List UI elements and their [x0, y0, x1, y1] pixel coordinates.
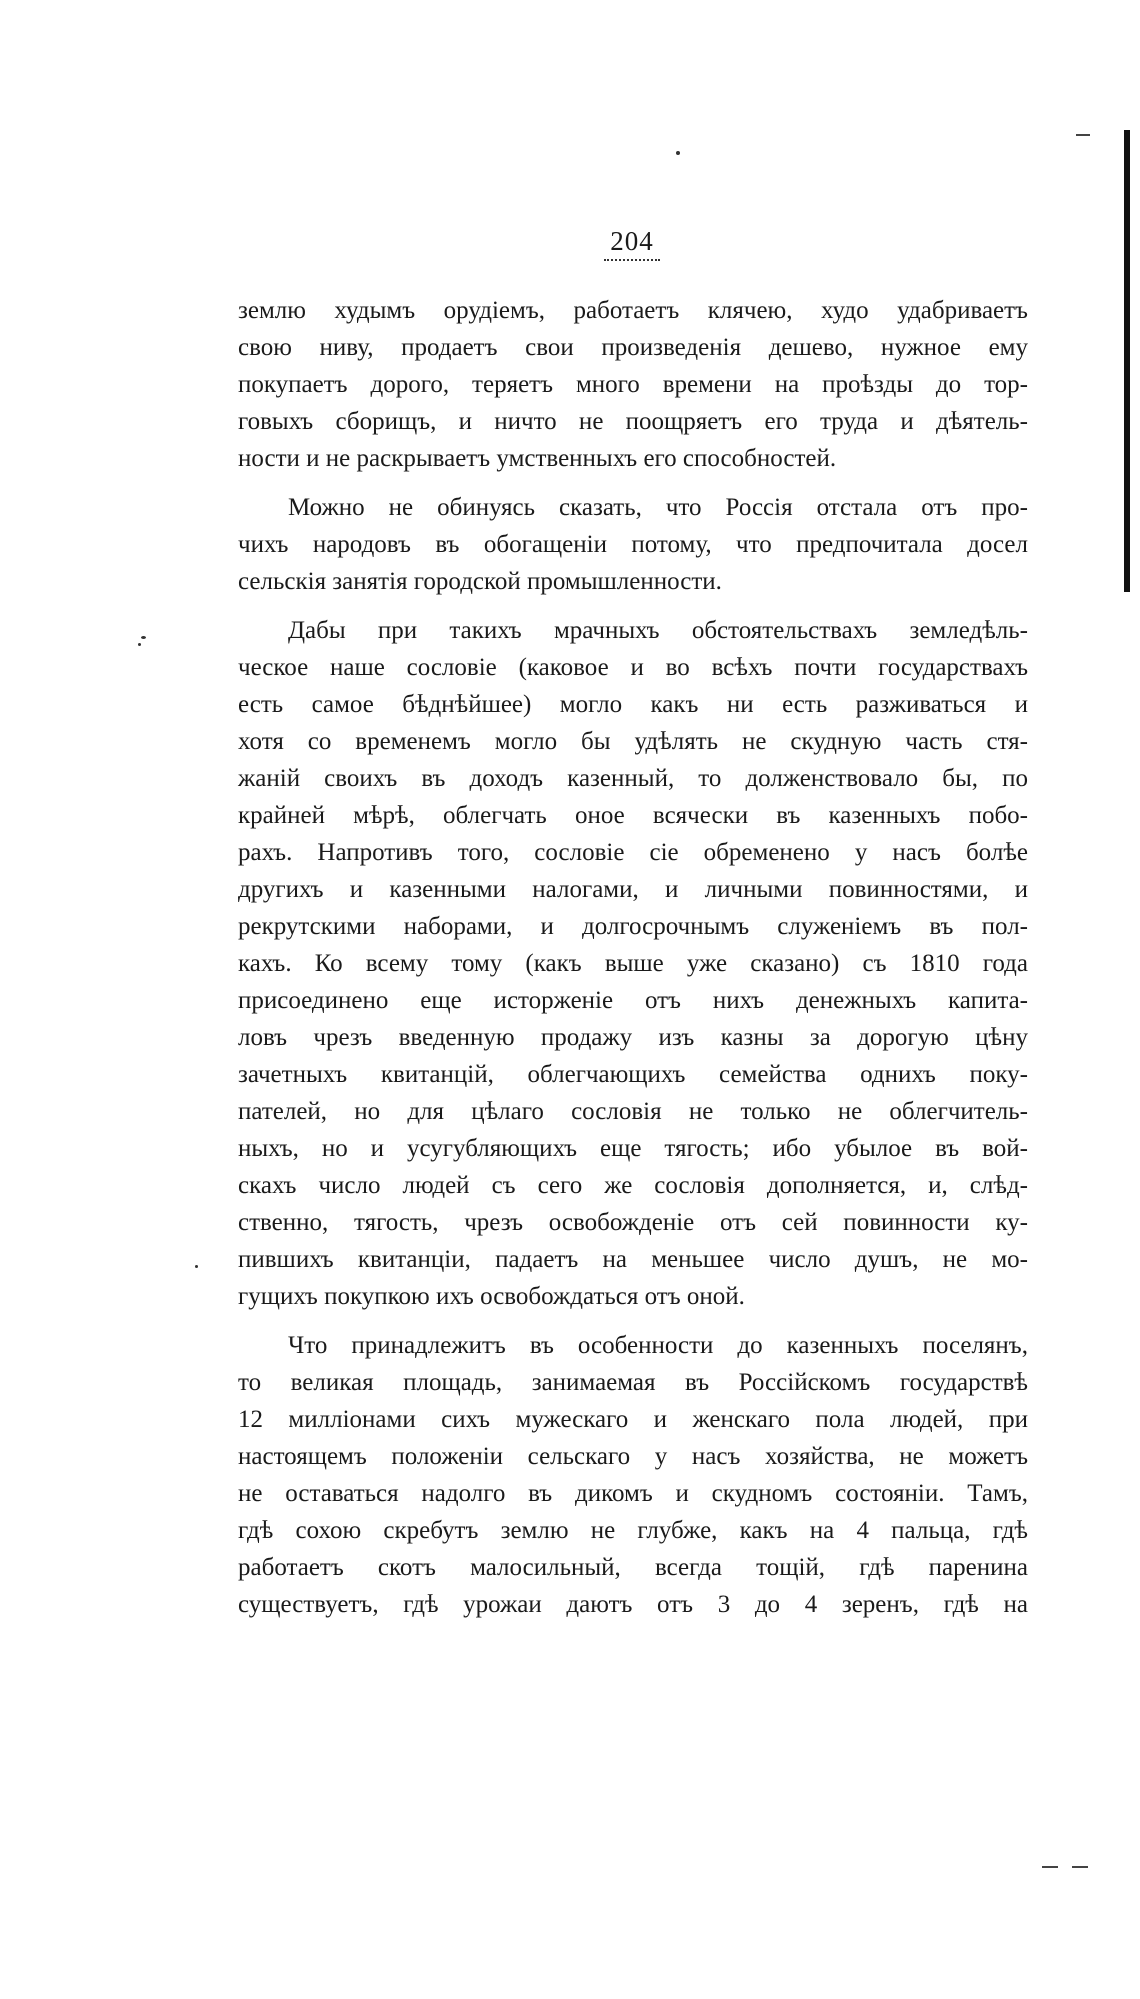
page-number	[0, 226, 1140, 261]
text-line: настоящемъ положеніи сельскаго у насъ хозяйства, не можетъ	[238, 1443, 1028, 1470]
body-text	[238, 292, 1028, 1623]
scan-mark	[1042, 1866, 1058, 1868]
text-line: есть самое бѣднѣйшее) могло какъ ни есть разживаться и	[238, 691, 1028, 718]
paragraph	[238, 292, 1028, 477]
text-line: не оставаться надолго въ дикомъ и скудномъ состояніи. Тамъ,	[238, 1480, 1028, 1507]
text-line: гущихъ покупкою ихъ освобождаться отъ оной.	[238, 1283, 745, 1310]
text-line: крайней мѣрѣ, облегчать оное всячески въ казенныхъ побо-	[238, 802, 1028, 829]
text-line: хотя со временемъ могло бы удѣлять не скудную часть стя-	[238, 728, 1028, 755]
text-line: гдѣ сохою скребутъ землю не глубже, какъ на 4 пальца, гдѣ	[238, 1517, 1028, 1544]
text-line: Что принадлежитъ въ особенности до казенныхъ поселянъ,	[288, 1332, 1028, 1359]
text-line: существуетъ, гдѣ урожаи даютъ отъ 3 до 4 зеренъ, гдѣ на	[238, 1591, 1028, 1618]
text-line: зачетныхъ квитанцій, облегчающихъ семейства однихъ поку-	[238, 1061, 1028, 1088]
scan-mark	[1072, 1866, 1088, 1868]
text-line: рекрутскими наборами, и долгосрочнымъ служеніемъ въ пол-	[238, 913, 1028, 940]
paragraph	[238, 612, 1028, 1315]
text-line: покупаетъ дорого, теряетъ много времени на проѣзды до тор-	[238, 371, 1028, 398]
text-line: землю худымъ орудіемъ, работаетъ клячею, худо удабриваетъ	[238, 297, 1028, 324]
scan-edge-shadow	[1124, 130, 1130, 592]
text-line: ческое наше сословіе (каковое и во всѣхъ почти государствахъ	[238, 654, 1028, 681]
text-line: присоединено еще исторженіе отъ нихъ денежныхъ капита-	[238, 987, 1028, 1014]
text-line: ныхъ, но и усугубляющихъ еще тягость; ибо убылое въ вой-	[238, 1135, 1028, 1162]
ink-speck	[138, 643, 141, 646]
text-line: чихъ народовъ въ обогащеніи потому, что предпочитала досел	[238, 531, 1028, 558]
text-line: работаетъ скотъ малосильный, всегда тощій, гдѣ паренина	[238, 1554, 1028, 1581]
text-line: Можно не обинуясь сказать, что Россія отстала отъ про-	[288, 494, 1028, 521]
text-line: скахъ число людей съ сего же сословія дополняется, и, слѣд-	[238, 1172, 1028, 1199]
text-line: кахъ. Ко всему тому (какъ выше уже сказано) съ 1810 года	[238, 950, 1028, 977]
text-line: говыхъ сборищъ, и ничто не поощряетъ его труда и дѣятель-	[238, 408, 1028, 435]
paragraph	[238, 1327, 1028, 1623]
text-line: то великая площадь, занимаемая въ Россійскомъ государствѣ	[238, 1369, 1028, 1396]
text-line: 12 милліонами сихъ мужескаго и женскаго пола людей, при	[238, 1406, 1028, 1433]
text-line: ловъ чрезъ введенную продажу изъ казны за дорогую цѣну	[238, 1024, 1028, 1051]
text-line: другихъ и казенными налогами, и личными повинностями, и	[238, 876, 1028, 903]
ink-speck	[195, 1265, 198, 1268]
ink-speck	[141, 636, 146, 639]
text-line: свою ниву, продаетъ свои произведенія дешево, нужное ему	[238, 334, 1028, 361]
text-line: сельскія занятія городской промышленности.	[238, 568, 722, 595]
text-line: ственно, тягость, чрезъ освобожденіе отъ сей повинности ку-	[238, 1209, 1028, 1236]
text-line: пившихъ квитанціи, падаетъ на меньшее число душъ, не мо-	[238, 1246, 1028, 1273]
paragraph	[238, 489, 1028, 600]
text-line: рахъ. Напротивъ того, сословіе сіе обременено у насъ болѣе	[238, 839, 1028, 866]
scan-mark	[1076, 134, 1090, 136]
text-line: жаній своихъ въ доходъ казенный, то долженствовало бы, по	[238, 765, 1028, 792]
text-line: ности и не раскрываетъ умственныхъ его способностей.	[238, 445, 837, 472]
text-line: Дабы при такихъ мрачныхъ обстоятельствахъ земледѣль-	[288, 617, 1028, 644]
ink-speck	[676, 151, 680, 155]
page-number-value: 204	[604, 226, 660, 261]
text-line: пателей, но для цѣлаго сословія не только не облегчитель-	[238, 1098, 1028, 1125]
